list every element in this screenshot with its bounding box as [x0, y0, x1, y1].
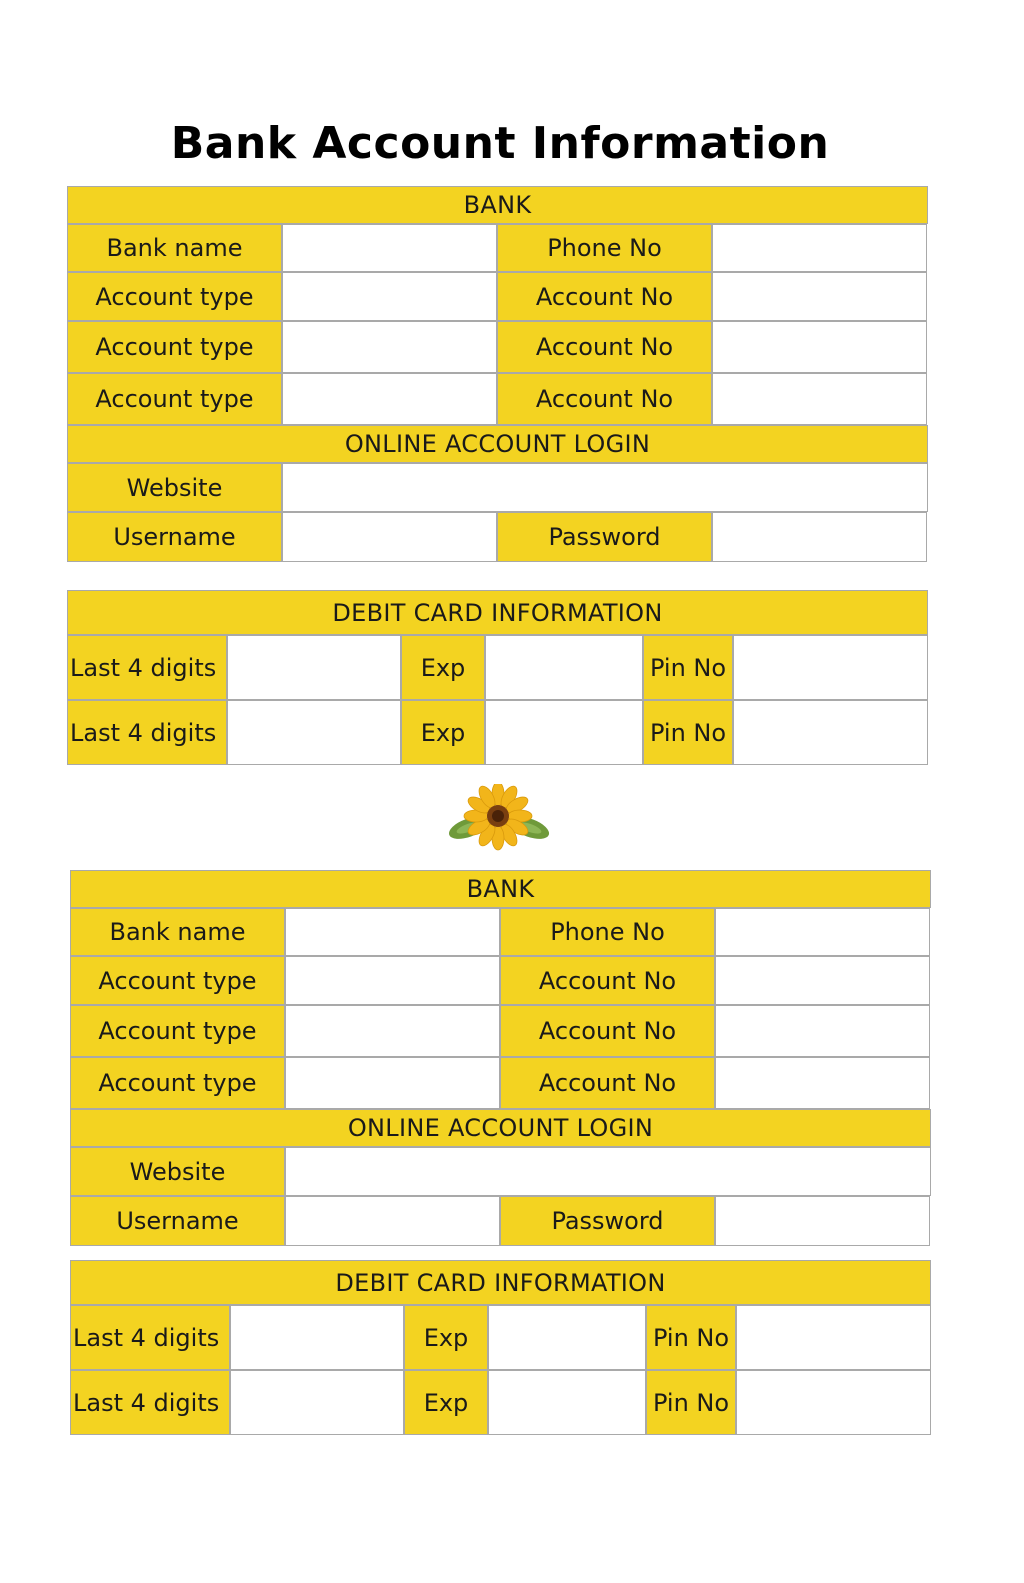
account-no-label: Account No [497, 272, 712, 321]
account-no-field[interactable] [715, 1005, 930, 1057]
pin-label: Pin No [643, 700, 733, 765]
pin-field[interactable] [736, 1370, 931, 1435]
account-no-field[interactable] [715, 956, 930, 1005]
account-type-field[interactable] [285, 1057, 500, 1109]
sunflower-icon [446, 784, 550, 852]
last4-label: Last 4 digits [70, 1305, 230, 1370]
account-type-label: Account type [70, 1005, 285, 1057]
account-type-field[interactable] [282, 373, 497, 425]
last4-field[interactable] [227, 700, 401, 765]
password-label: Password [500, 1196, 715, 1246]
account-type-field[interactable] [285, 1005, 500, 1057]
account-type-field[interactable] [282, 321, 497, 373]
exp-label: Exp [404, 1305, 488, 1370]
account-no-label: Account No [497, 373, 712, 425]
bank-header: BANK [70, 870, 931, 908]
pin-label: Pin No [643, 635, 733, 700]
pin-label: Pin No [646, 1305, 736, 1370]
last4-label: Last 4 digits [70, 1370, 230, 1435]
account-type-field[interactable] [285, 956, 500, 1005]
exp-label: Exp [401, 635, 485, 700]
account-type-label: Account type [67, 272, 282, 321]
account-type-label: Account type [70, 956, 285, 1005]
debit-card-header: DEBIT CARD INFORMATION [67, 590, 928, 635]
account-type-label: Account type [67, 321, 282, 373]
bank-name-label: Bank name [70, 908, 285, 956]
website-field[interactable] [285, 1147, 931, 1196]
username-label: Username [67, 512, 282, 562]
account-no-label: Account No [500, 956, 715, 1005]
website-label: Website [67, 463, 282, 512]
bank-name-field[interactable] [282, 224, 497, 272]
account-no-field[interactable] [712, 272, 927, 321]
bank-name-field[interactable] [285, 908, 500, 956]
account-no-label: Account No [497, 321, 712, 373]
pin-field[interactable] [733, 700, 928, 765]
exp-label: Exp [401, 700, 485, 765]
exp-field[interactable] [485, 635, 643, 700]
pin-field[interactable] [733, 635, 928, 700]
last4-field[interactable] [230, 1370, 404, 1435]
last4-label: Last 4 digits [67, 700, 227, 765]
website-field[interactable] [282, 463, 928, 512]
online-login-header: ONLINE ACCOUNT LOGIN [67, 425, 928, 463]
pin-label: Pin No [646, 1370, 736, 1435]
debit-card-header: DEBIT CARD INFORMATION [70, 1260, 931, 1305]
password-field[interactable] [712, 512, 927, 562]
username-field[interactable] [285, 1196, 500, 1246]
last4-field[interactable] [227, 635, 401, 700]
password-label: Password [497, 512, 712, 562]
account-no-field[interactable] [712, 321, 927, 373]
last4-field[interactable] [230, 1305, 404, 1370]
online-login-header: ONLINE ACCOUNT LOGIN [70, 1109, 931, 1147]
bank-name-label: Bank name [67, 224, 282, 272]
account-no-label: Account No [500, 1057, 715, 1109]
username-label: Username [70, 1196, 285, 1246]
phone-label: Phone No [500, 908, 715, 956]
phone-field[interactable] [712, 224, 927, 272]
password-field[interactable] [715, 1196, 930, 1246]
exp-field[interactable] [488, 1370, 646, 1435]
account-type-field[interactable] [282, 272, 497, 321]
page-title: Bank Account Information [170, 118, 830, 169]
account-no-label: Account No [500, 1005, 715, 1057]
bank-header: BANK [67, 186, 928, 224]
pin-field[interactable] [736, 1305, 931, 1370]
phone-label: Phone No [497, 224, 712, 272]
website-label: Website [70, 1147, 285, 1196]
phone-field[interactable] [715, 908, 930, 956]
account-no-field[interactable] [715, 1057, 930, 1109]
exp-field[interactable] [488, 1305, 646, 1370]
account-no-field[interactable] [712, 373, 927, 425]
last4-label: Last 4 digits [67, 635, 227, 700]
username-field[interactable] [282, 512, 497, 562]
exp-label: Exp [404, 1370, 488, 1435]
exp-field[interactable] [485, 700, 643, 765]
account-type-label: Account type [70, 1057, 285, 1109]
account-type-label: Account type [67, 373, 282, 425]
